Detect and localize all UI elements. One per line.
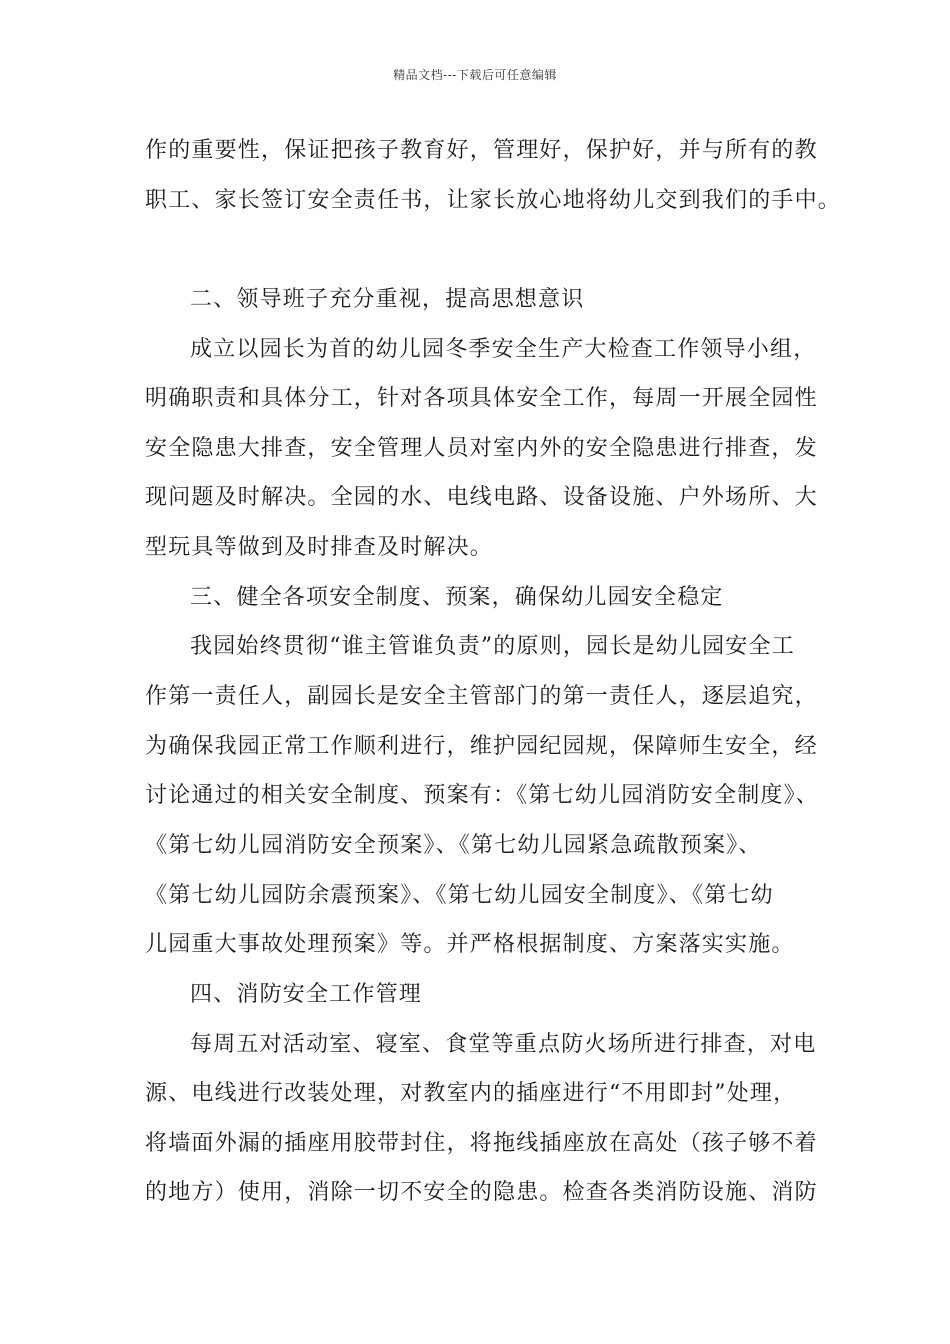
body-line: 安全隐患大排查，安全管理人员对室内外的安全隐患进行排查，发 [145,436,818,461]
body-line: 《第七幼儿园防余震预案》、《第七幼儿园安全制度》、《第七幼 [145,883,774,908]
page-header: 精品文档---下载后可任意编辑 [393,68,557,82]
body-line: 讨论通过的相关安全制度、预案有：《第七幼儿园消防安全制度》、 [145,783,820,808]
body-line: 职工、家长签订安全责任书，让家长放心地将幼儿交到我们的手中。 [145,188,842,213]
body-line: 作第一责任人，副园长是安全主管部门的第一责任人，逐层追究， [145,684,818,709]
body-line: 作的重要性，保证把孩子教育好，管理好，保护好，并与所有的教 [145,138,818,163]
body-line: 源、电线进行改装处理，对教室内的插座进行“不用即封”处理， [145,1081,797,1106]
body-line: 型玩具等做到及时排查及时解决。 [145,535,494,560]
body-line: 明确职责和具体分工，针对各项具体安全工作，每周一开展全园性 [145,386,818,411]
paragraph-first-line: 成立以园长为首的幼儿园冬季安全生产大检查工作领导小组， [190,337,817,362]
body-line: 儿园重大事故处理预案》等。并严格根据制度、方案落实实施。 [145,932,795,957]
section-heading: 四、消防安全工作管理 [190,982,423,1007]
body-line: 《第七幼儿园消防安全预案》、《第七幼儿园紧急疏散预案》、 [145,833,762,858]
section-heading: 三、健全各项安全制度、预案，确保幼儿园安全稳定 [190,585,724,610]
section-heading: 二、领导班子充分重视，提高思想意识 [190,287,585,312]
body-line: 现问题及时解决。全园的水、电线电路、设备设施、户外场所、大 [145,485,818,510]
body-line: 将墙面外漏的插座用胶带封住，将拖线插座放在高处（孩子够不着 [145,1131,818,1156]
paragraph-first-line: 我园始终贯彻“谁主管谁负责”的原则，园长是幼儿园安全工 [190,634,795,659]
paragraph-first-line: 每周五对活动室、寝室、食堂等重点防火场所进行排查，对电 [190,1032,817,1057]
body-line: 的地方）使用，消除一切不安全的隐患。检查各类消防设施、消防 [145,1180,818,1205]
body-line: 为确保我园正常工作顺利进行，维护园纪园规，保障师生安全，经 [145,734,818,759]
